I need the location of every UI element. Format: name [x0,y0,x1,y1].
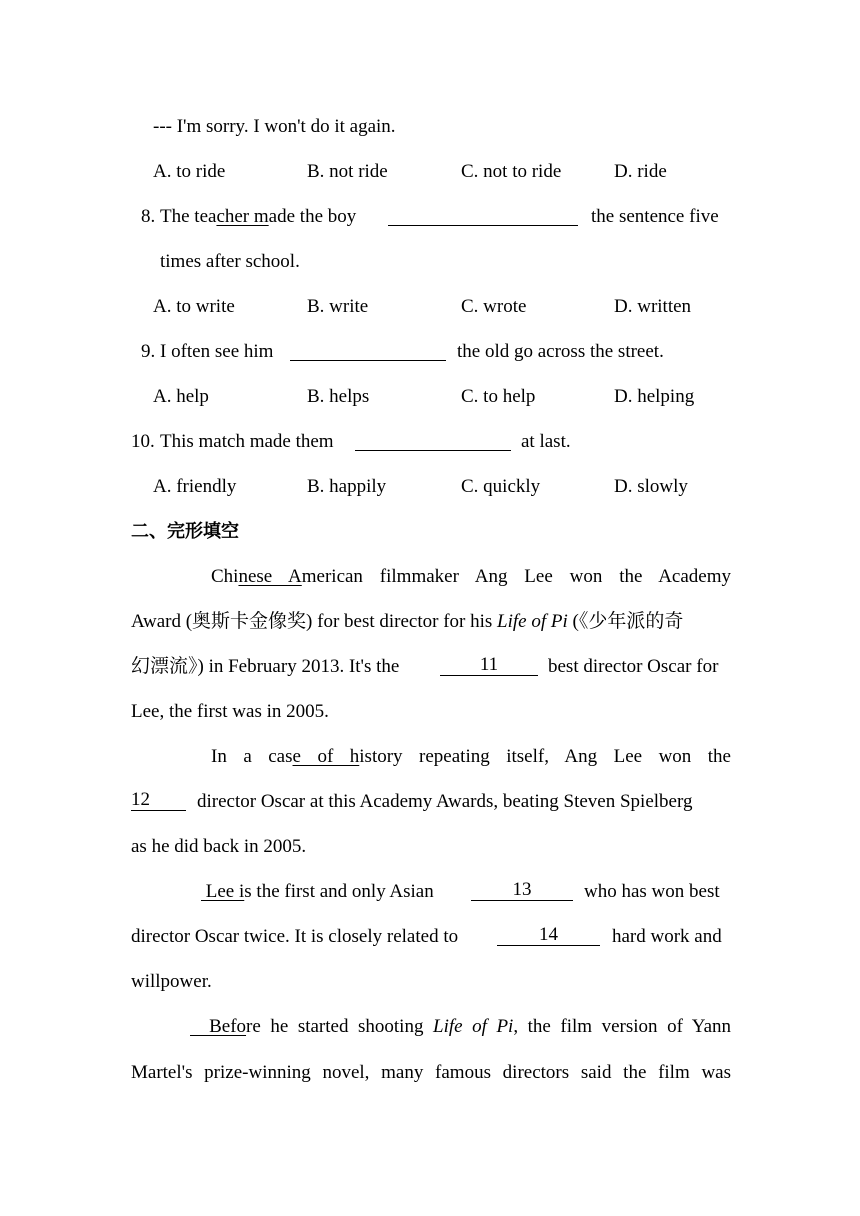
passage-p3-line1-post: who has won best [584,881,720,902]
q8-stem-continued: times after school. [160,251,300,272]
q9-option-a: A. help [153,386,209,407]
film-title: Life of Pi [497,611,568,632]
q9-option-b: B. helps [307,386,370,407]
passage-text: Award (奥斯卡金像奖) for best director for his [131,611,498,632]
q10-option-a: A. friendly [153,476,237,497]
passage-p1-line1 [211,565,731,589]
passage-p1-line2 [131,610,683,634]
q10-number: 10. [131,431,155,452]
section-heading: 二、完形填空 [131,521,239,542]
blank-12[interactable]: 12 [131,790,186,811]
film-title: Life of Pi [433,1016,514,1037]
passage-p2-line3: as he did back in 2005. [131,836,307,857]
passage-p1-line3-post: best director Oscar for [548,656,719,677]
passage-text: , the film version of Yann [513,1016,732,1037]
passage-p2-line1 [211,745,731,769]
passage-text: s the first and only Asian [244,881,434,902]
q8-number: 8. [141,206,156,227]
q8-stem-part: The tea [160,206,217,227]
q10-stem-pre: This match made them [160,431,334,452]
passage-p3-line2-post: hard work and [612,926,722,947]
q9-option-c: C. to help [461,386,536,407]
passage-text: istory repeating itself, Ang Lee won the [359,746,731,767]
q10-answer-blank[interactable] [355,432,511,451]
q8-answer-blank[interactable] [388,207,578,226]
passage-p3-line2-pre: director Oscar twice. It is closely related to [131,926,459,947]
q9-stem-pre: I often see him [160,341,274,362]
q9-answer-blank[interactable] [290,342,446,361]
passage-p1-line4: Lee, the first was in 2005. [131,701,329,722]
blank-11[interactable]: 11 [440,655,538,676]
q7-reply: --- I'm sorry. I won't do it again. [153,116,396,137]
q9-option-d: D. helping [614,386,695,407]
q7-option-b: B. not ride [307,161,388,182]
passage-p3-line3: willpower. [131,971,212,992]
q8-option-a: A. to write [153,296,235,317]
passage-text: merican filmmaker Ang Lee won the Academy [301,566,732,587]
passage-underlined: nese A [238,566,302,587]
q8-stem-part: ade the boy [268,206,357,227]
passage-text: In a cas [211,746,293,767]
passage-p1-line3-pre: 幻漂流》) in February 2013. It's the [131,656,400,677]
q7-option-c: C. not to ride [461,161,562,182]
q9-number: 9. [141,341,156,362]
passage-p2-line2: director Oscar at this Academy Awards, beating Steven Spielberg [197,791,693,812]
blank-14[interactable]: 14 [497,925,600,946]
passage-underlined: Befo [190,1016,247,1037]
q8-stem-underlined: cher m [216,206,269,227]
passage-text: re he started shooting [246,1016,434,1037]
q10-option-b: B. happily [307,476,387,497]
q8-option-c: C. wrote [461,296,527,317]
passage-text: Chi [211,566,239,587]
passage-text: (《少年派的奇 [567,611,684,632]
blank-13[interactable]: 13 [471,880,573,901]
q10-option-c: C. quickly [461,476,541,497]
passage-underlined: Lee i [201,881,245,902]
q7-option-d: D. ride [614,161,667,182]
passage-p4-line2: Martel's prize-winning novel, many famous directors said the film was [131,1062,731,1083]
q8-option-b: B. write [307,296,369,317]
q8-option-d: D. written [614,296,692,317]
q10-option-d: D. slowly [614,476,688,497]
q8-stem-post: the sentence five [591,206,719,227]
q9-stem-post: the old go across the street. [457,341,664,362]
passage-p4-line1 [190,1015,731,1039]
q8-stem-pre [160,205,356,229]
passage-underlined: e of h [292,746,360,767]
q7-option-a: A. to ride [153,161,226,182]
q10-stem-post: at last. [521,431,571,452]
passage-p3-line1-pre [201,880,434,904]
